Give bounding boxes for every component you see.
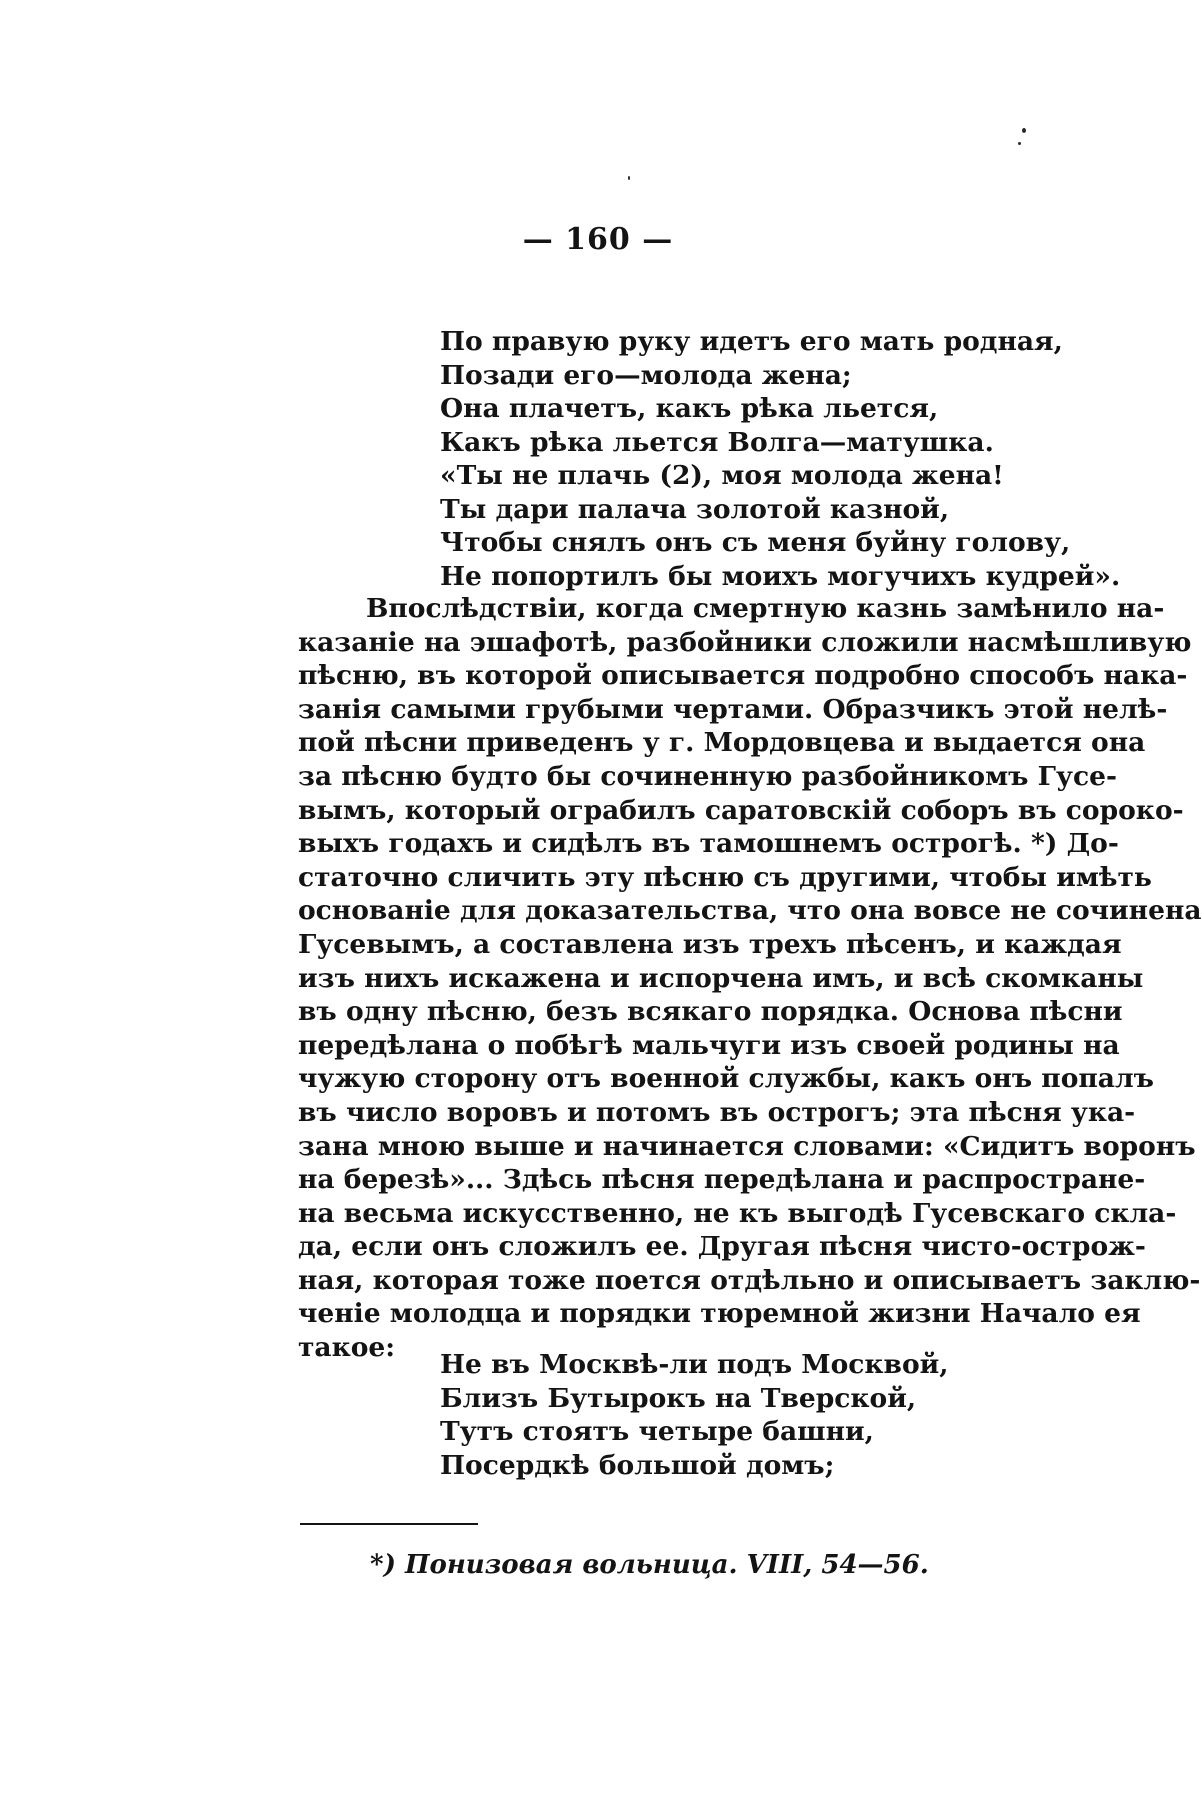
prose-line: въ число воровъ и потомъ въ острогъ; эта пѣсня ука-	[298, 1096, 1136, 1128]
ink-speck	[628, 176, 630, 180]
prose-line: занія самыми грубыми чертами. Образчикъ этой нелѣ-	[298, 693, 1168, 725]
page-number: — 160 —	[522, 222, 674, 257]
verse-line: «Ты не плачь (2), моя молода жена!	[440, 460, 1004, 491]
footnote: *) Понизовая вольница. VIII, 54—56.	[370, 1550, 929, 1580]
verse-line: По правую руку идетъ его мать родная,	[440, 326, 1063, 357]
verse-line: Ты дари палача золотой казной,	[440, 493, 950, 525]
prose-line: такое:	[298, 1332, 396, 1364]
verse-line: Она плачетъ, какъ рѣка льется,	[440, 393, 939, 424]
prose-line: за пѣсню будто бы сочиненную разбойникомъ Гусе-	[298, 760, 1117, 792]
prose-line: статочно сличить эту пѣсню съ другими, чтобы имѣть	[298, 861, 1152, 893]
prose-line: передѣлана о побѣгѣ мальчуги изъ своей родины на	[298, 1029, 1120, 1061]
prose-line: пой пѣсни приведенъ у г. Мордовцева и выдается она	[298, 727, 1146, 759]
verse-line: Не въ Москвѣ-ли подъ Москвой,	[440, 1349, 949, 1380]
prose-line: ченіе молодца и порядки тюремной жизни Начало ея	[298, 1298, 1141, 1330]
prose-line: въ одну пѣсню, безъ всякаго порядка. Основа пѣсни	[298, 996, 1123, 1028]
prose-line: пѣсню, въ которой описывается подробно способъ нака-	[298, 660, 1188, 692]
prose-paragraph	[298, 592, 1202, 1365]
verse-line: Тутъ стоятъ четыре башни,	[440, 1416, 874, 1447]
prose-line: казаніе на эшафотѣ, разбойники сложили насмѣшливую	[298, 626, 1192, 658]
prose-line: Гусевымъ, а составлена изъ трехъ пѣсенъ, и каждая	[298, 928, 1122, 960]
verse-line: Какъ рѣка льется Волга—матушка.	[440, 426, 994, 458]
prose-line: чужую сторону отъ военной службы, какъ онъ попалъ	[298, 1063, 1154, 1095]
verse-line: Посердкѣ большой домъ;	[440, 1449, 835, 1481]
prose-line: ная, которая тоже поется отдѣльно и описываетъ заклю-	[298, 1264, 1201, 1296]
footnote-rule	[300, 1523, 478, 1525]
prose-line: изъ нихъ искажена и испорчена имъ, и всѣ скомканы	[298, 962, 1144, 994]
verse-block-top	[298, 325, 1121, 593]
verse-line: Не попортилъ бы моихъ могучихъ кудрей».	[440, 560, 1121, 592]
verse-line: Позади его—молода жена;	[440, 359, 852, 391]
prose-line: Впослѣдствіи, когда смертную казнь замѣнило на-	[366, 593, 1165, 624]
verse-line: Близъ Бутырокъ на Тверской,	[440, 1382, 917, 1414]
prose-line: да, если онъ сложилъ ее. Другая пѣсня чисто-острож-	[298, 1231, 1146, 1263]
verse-block-bottom	[298, 1348, 1096, 1482]
prose-line: зана мною выше и начинается словами: «Сидитъ воронъ	[298, 1130, 1196, 1162]
ink-speck	[1018, 142, 1021, 145]
prose-line: на березѣ»... Здѣсь пѣсня передѣлана и распростране-	[298, 1164, 1146, 1196]
prose-line: выхъ годахъ и сидѣлъ въ тамошнемъ острогѣ. *) До-	[298, 828, 1119, 860]
prose-line: основаніе для доказательства, что она вовсе не сочинена	[298, 895, 1202, 927]
prose-line: вымъ, который ограбилъ саратовскій соборъ въ сороко-	[298, 794, 1184, 826]
ink-speck	[1022, 128, 1026, 133]
verse-line: Чтобы снялъ онъ съ меня буйну голову,	[440, 527, 1071, 558]
prose-line: на весьма искусственно, не къ выгодѣ Гусевскаго скла-	[298, 1197, 1177, 1229]
